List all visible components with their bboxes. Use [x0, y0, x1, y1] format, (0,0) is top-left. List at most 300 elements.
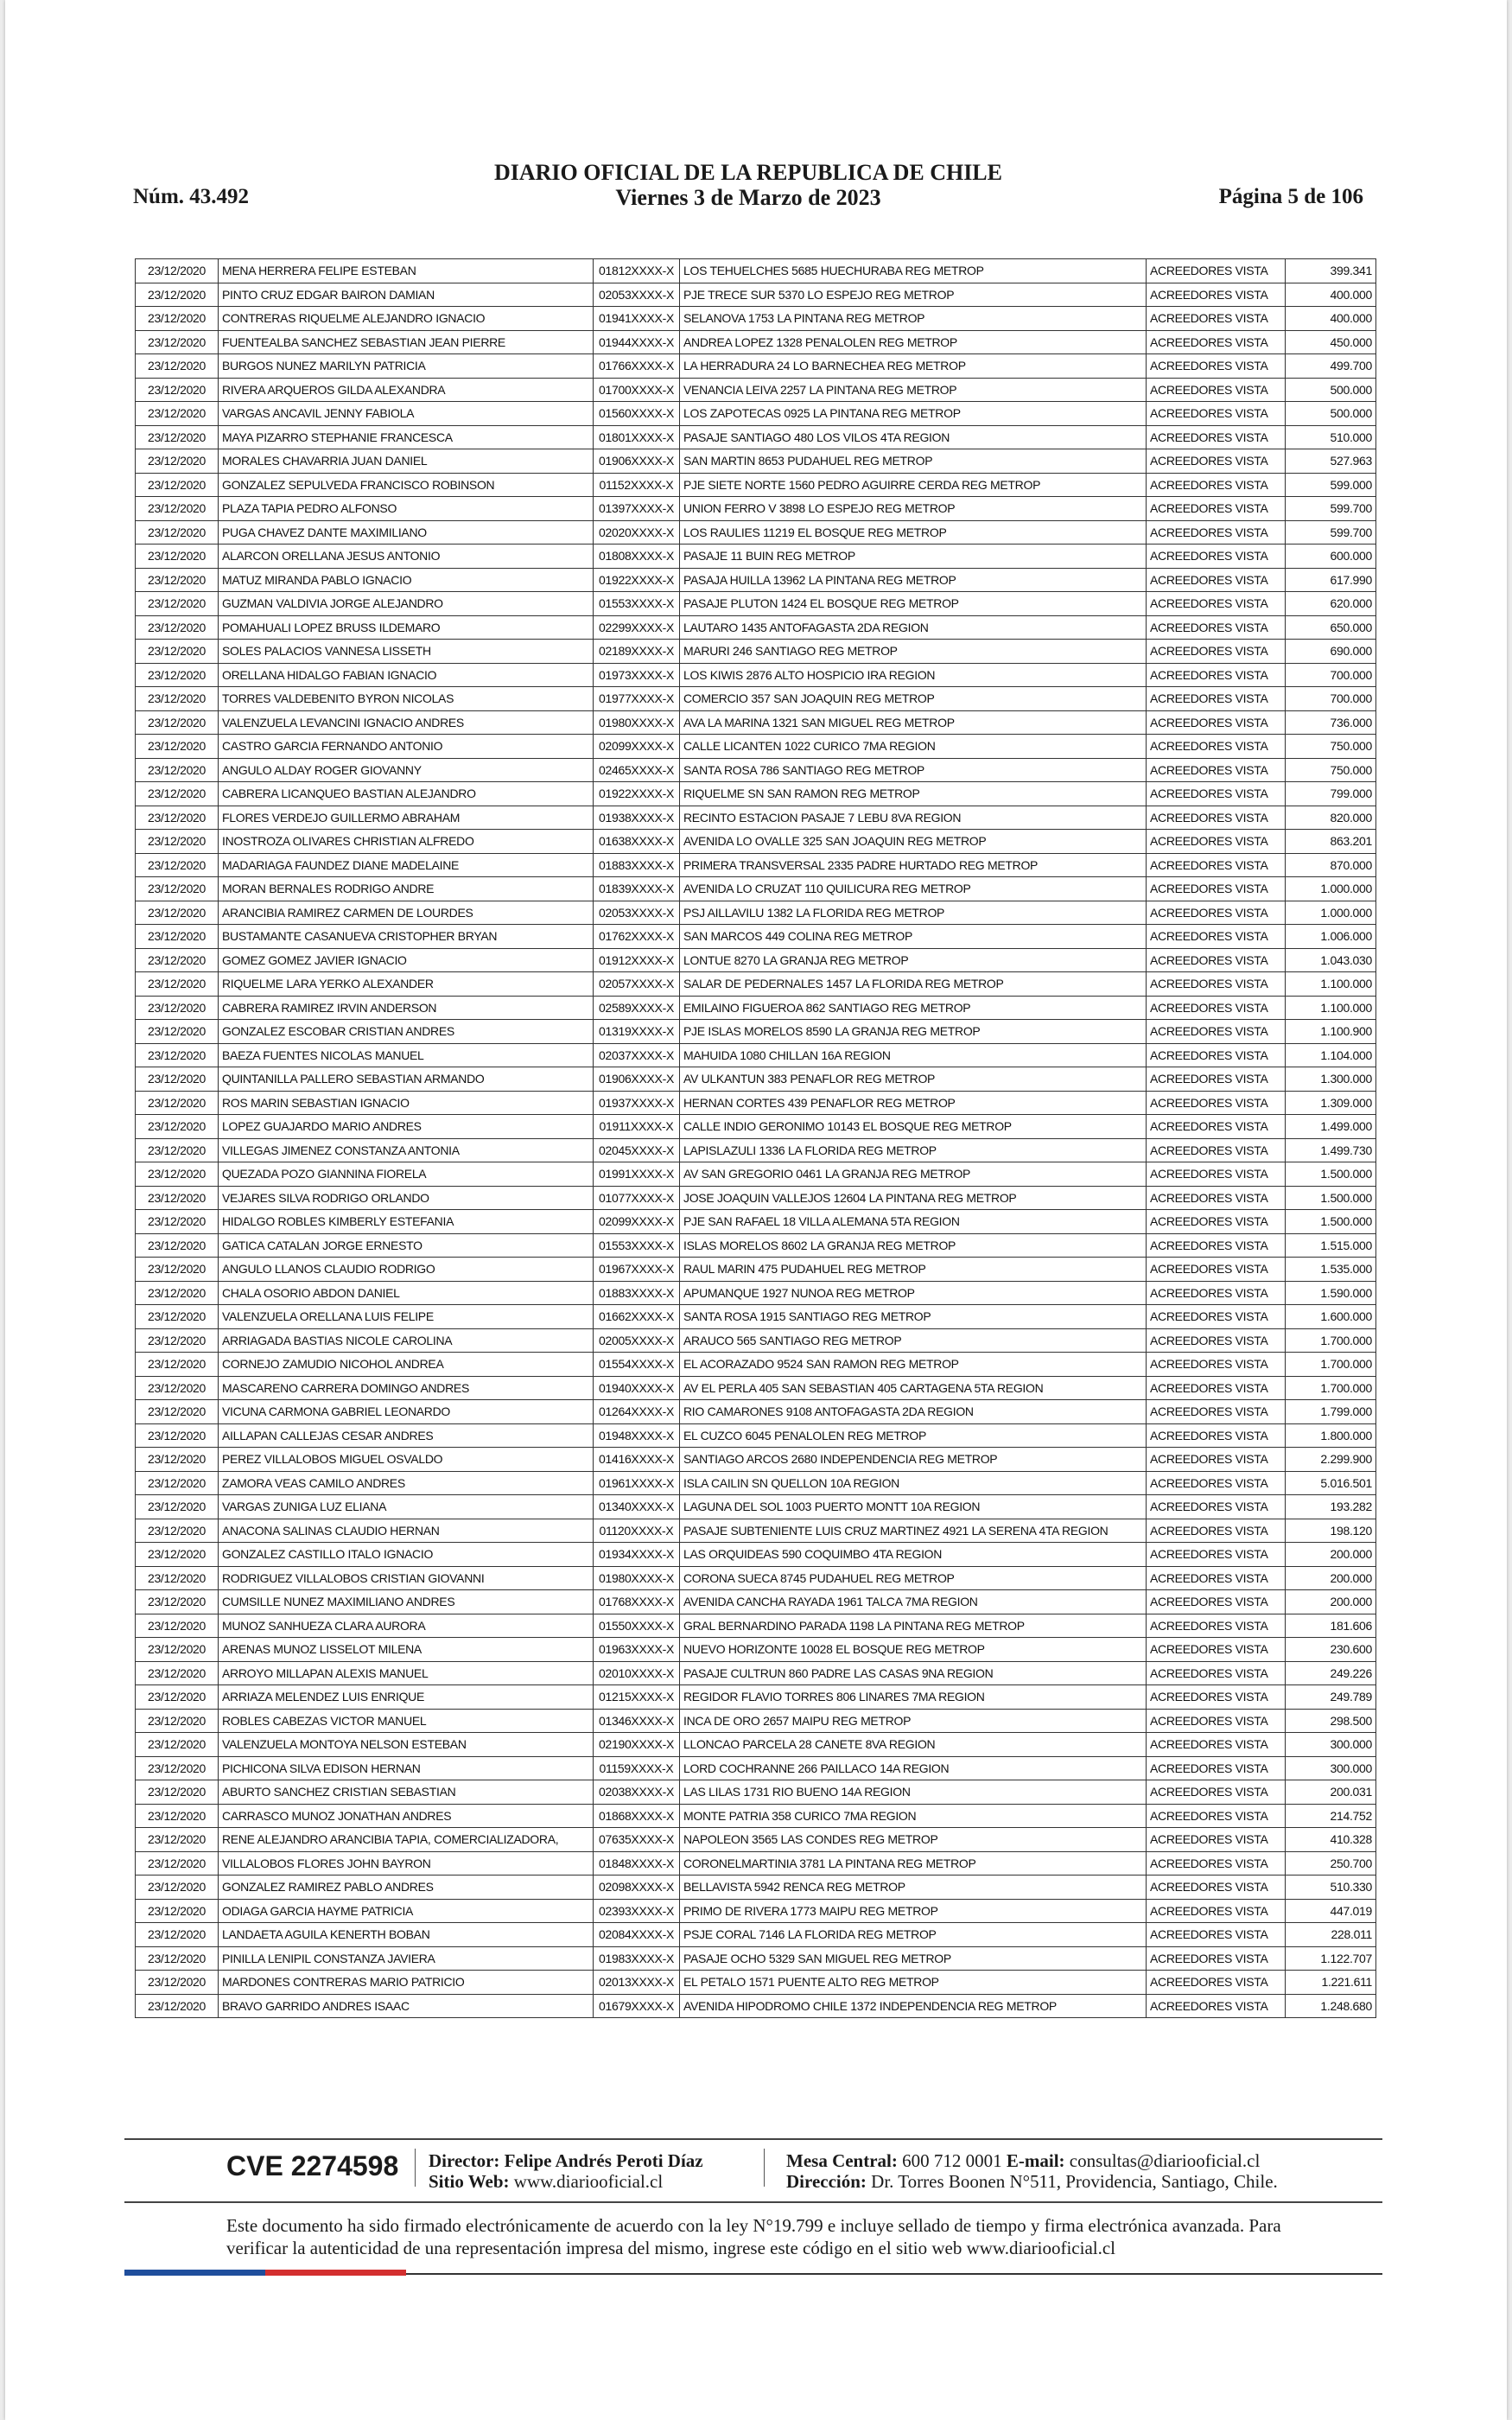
table-row [136, 972, 1376, 997]
amount-cell: 500.000 [1286, 378, 1376, 402]
amount-cell: 736.000 [1286, 710, 1376, 735]
rut-cell: 01120XXXX-X [594, 1519, 680, 1543]
rut-cell: 01159XXXX-X [594, 1756, 680, 1780]
amount-cell: 1.122.707 [1286, 1946, 1376, 1971]
rut-cell: 01922XXXX-X [594, 782, 680, 806]
rut-cell: 01983XXXX-X [594, 1946, 680, 1971]
phone-label: Mesa Central: [786, 2150, 898, 2171]
rut-cell: 01766XXXX-X [594, 354, 680, 379]
page-footer [124, 2143, 1382, 2200]
date-cell: 23/12/2020 [136, 402, 219, 426]
address-cell: ARAUCO 565 SANTIAGO REG METROP [680, 1328, 1147, 1353]
rut-cell: 02189XXXX-X [594, 640, 680, 664]
table-row [136, 473, 1376, 497]
table-row [136, 1899, 1376, 1923]
rut-cell: 01980XXXX-X [594, 1566, 680, 1590]
amount-cell: 863.201 [1286, 830, 1376, 854]
name-cell: RIVERA ARQUEROS GILDA ALEXANDRA [219, 378, 594, 402]
table-row [136, 1923, 1376, 1947]
date-cell: 23/12/2020 [136, 877, 219, 901]
amount-cell: 1.590.000 [1286, 1281, 1376, 1305]
table-row [136, 1448, 1376, 1472]
table-row [136, 1115, 1376, 1139]
table-row [136, 1614, 1376, 1638]
type-cell: ACREEDORES VISTA [1147, 1994, 1286, 2018]
name-cell: VILLALOBOS FLORES JOHN BAYRON [219, 1851, 594, 1876]
type-cell: ACREEDORES VISTA [1147, 948, 1286, 972]
date-cell: 23/12/2020 [136, 544, 219, 569]
type-cell: ACREEDORES VISTA [1147, 449, 1286, 474]
type-cell: ACREEDORES VISTA [1147, 1210, 1286, 1234]
address-cell: PASAJE PLUTON 1424 EL BOSQUE REG METROP [680, 592, 1147, 616]
amount-cell: 499.700 [1286, 354, 1376, 379]
rut-cell: 01937XXXX-X [594, 1091, 680, 1115]
type-cell: ACREEDORES VISTA [1147, 1162, 1286, 1187]
type-cell: ACREEDORES VISTA [1147, 402, 1286, 426]
type-cell: ACREEDORES VISTA [1147, 1590, 1286, 1614]
date-cell: 23/12/2020 [136, 354, 219, 379]
rut-cell: 01912XXXX-X [594, 948, 680, 972]
table-row [136, 925, 1376, 949]
page-indicator: Página 5 de 106 [1218, 185, 1363, 208]
date-cell: 23/12/2020 [136, 640, 219, 664]
type-cell: ACREEDORES VISTA [1147, 687, 1286, 711]
type-cell: ACREEDORES VISTA [1147, 853, 1286, 877]
table-row [136, 378, 1376, 402]
table-row [136, 449, 1376, 474]
amount-cell: 447.019 [1286, 1899, 1376, 1923]
header-center [133, 161, 1363, 211]
rut-cell: 02053XXXX-X [594, 901, 680, 925]
address-cell: GRAL BERNARDINO PARADA 1198 LA PINTANA REG METROP [680, 1614, 1147, 1638]
address-cell: PASAJA HUILLA 13962 LA PINTANA REG METROP [680, 568, 1147, 592]
footer-contact-block [786, 2150, 1278, 2192]
name-cell: AILLAPAN CALLEJAS CESAR ANDRES [219, 1423, 594, 1448]
date-cell: 23/12/2020 [136, 1186, 219, 1210]
name-cell: MATUZ MIRANDA PABLO IGNACIO [219, 568, 594, 592]
address-cell: SALAR DE PEDERNALES 1457 LA FLORIDA REG METROP [680, 972, 1147, 997]
address-cell: ISLAS MORELOS 8602 LA GRANJA REG METROP [680, 1233, 1147, 1258]
date-cell: 23/12/2020 [136, 1376, 219, 1400]
name-cell: MAYA PIZARRO STEPHANIE FRANCESCA [219, 425, 594, 449]
type-cell: ACREEDORES VISTA [1147, 1448, 1286, 1472]
rut-cell: 01848XXXX-X [594, 1851, 680, 1876]
website-link[interactable]: www.diariooficial.cl [513, 2171, 664, 2192]
type-cell: ACREEDORES VISTA [1147, 1566, 1286, 1590]
name-cell: VALENZUELA LEVANCINI IGNACIO ANDRES [219, 710, 594, 735]
amount-cell: 1.100.000 [1286, 972, 1376, 997]
type-cell: ACREEDORES VISTA [1147, 1519, 1286, 1543]
date-cell: 23/12/2020 [136, 425, 219, 449]
type-cell: ACREEDORES VISTA [1147, 1733, 1286, 1757]
amount-cell: 214.752 [1286, 1804, 1376, 1828]
rut-cell: 02099XXXX-X [594, 735, 680, 759]
table-row [136, 1971, 1376, 1995]
date-cell: 23/12/2020 [136, 996, 219, 1020]
address-cell: LOS ZAPOTECAS 0925 LA PINTANA REG METROP [680, 402, 1147, 426]
amount-cell: 599.700 [1286, 497, 1376, 521]
address-cell: PASAJE 11 BUIN REG METROP [680, 544, 1147, 569]
date-cell: 23/12/2020 [136, 901, 219, 925]
table-row [136, 1353, 1376, 1377]
amount-cell: 400.000 [1286, 307, 1376, 331]
date-cell: 23/12/2020 [136, 1876, 219, 1900]
rut-cell: 01812XXXX-X [594, 259, 680, 283]
type-cell: ACREEDORES VISTA [1147, 615, 1286, 640]
amount-cell: 650.000 [1286, 615, 1376, 640]
rut-cell: 01967XXXX-X [594, 1258, 680, 1282]
rut-cell: 01906XXXX-X [594, 449, 680, 474]
table-row [136, 1210, 1376, 1234]
address-cell: SELANOVA 1753 LA PINTANA REG METROP [680, 307, 1147, 331]
type-cell: ACREEDORES VISTA [1147, 354, 1286, 379]
table-row [136, 568, 1376, 592]
amount-cell: 1.535.000 [1286, 1258, 1376, 1282]
date-cell: 23/12/2020 [136, 449, 219, 474]
address-cell: AVA LA MARINA 1321 SAN MIGUEL REG METROP [680, 710, 1147, 735]
type-cell: ACREEDORES VISTA [1147, 1946, 1286, 1971]
table-row [136, 1946, 1376, 1971]
name-cell: PEREZ VILLALOBOS MIGUEL OSVALDO [219, 1448, 594, 1472]
address-cell: AVENIDA CANCHA RAYADA 1961 TALCA 7MA REGION [680, 1590, 1147, 1614]
table-row [136, 1423, 1376, 1448]
table-row [136, 544, 1376, 569]
table-row [136, 853, 1376, 877]
date-cell: 23/12/2020 [136, 1780, 219, 1805]
table-row [136, 996, 1376, 1020]
amount-cell: 1.515.000 [1286, 1233, 1376, 1258]
rut-cell: 02057XXXX-X [594, 972, 680, 997]
amount-cell: 799.000 [1286, 782, 1376, 806]
address-cell: LAS LILAS 1731 RIO BUENO 14A REGION [680, 1780, 1147, 1805]
address-cell: NAPOLEON 3565 LAS CONDES REG METROP [680, 1828, 1147, 1852]
rut-cell: 02465XXXX-X [594, 758, 680, 782]
date-cell: 23/12/2020 [136, 1519, 219, 1543]
address-cell: ANDREA LOPEZ 1328 PENALOLEN REG METROP [680, 330, 1147, 354]
amount-cell: 1.700.000 [1286, 1328, 1376, 1353]
cve-code: CVE 2274598 [226, 2150, 399, 2181]
table-row [136, 354, 1376, 379]
type-cell: ACREEDORES VISTA [1147, 592, 1286, 616]
address-cell: VENANCIA LEIVA 2257 LA PINTANA REG METROP [680, 378, 1147, 402]
name-cell: RIQUELME LARA YERKO ALEXANDER [219, 972, 594, 997]
address-cell: UNION FERRO V 3898 LO ESPEJO REG METROP [680, 497, 1147, 521]
address-cell: PASAJE CULTRUN 860 PADRE LAS CASAS 9NA REGION [680, 1661, 1147, 1685]
type-cell: ACREEDORES VISTA [1147, 1638, 1286, 1662]
name-cell: SOLES PALACIOS VANNESA LISSETH [219, 640, 594, 664]
type-cell: ACREEDORES VISTA [1147, 1899, 1286, 1923]
date-cell: 23/12/2020 [136, 1994, 219, 2018]
type-cell: ACREEDORES VISTA [1147, 640, 1286, 664]
date-cell: 23/12/2020 [136, 1258, 219, 1282]
footer-divider-bottom [124, 2201, 1382, 2203]
table-row [136, 758, 1376, 782]
type-cell: ACREEDORES VISTA [1147, 1353, 1286, 1377]
name-cell: FLORES VERDEJO GUILLERMO ABRAHAM [219, 806, 594, 830]
footer-divider-top [124, 2138, 1382, 2140]
flag-blue-stripe [124, 2270, 265, 2276]
email-link[interactable]: consultas@diariooficial.cl [1069, 2150, 1261, 2171]
name-cell: VILLEGAS JIMENEZ CONSTANZA ANTONIA [219, 1138, 594, 1162]
address-cell: APUMANQUE 1927 NUNOA REG METROP [680, 1281, 1147, 1305]
name-cell: MADARIAGA FAUNDEZ DIANE MADELAINE [219, 853, 594, 877]
name-cell: RODRIGUEZ VILLALOBOS CRISTIAN GIOVANNI [219, 1566, 594, 1590]
address-cell: PRIMO DE RIVERA 1773 MAIPU REG METROP [680, 1899, 1147, 1923]
rut-cell: 01679XXXX-X [594, 1994, 680, 2018]
name-cell: CHALA OSORIO ABDON DANIEL [219, 1281, 594, 1305]
table-row [136, 1685, 1376, 1710]
rut-cell: 01944XXXX-X [594, 330, 680, 354]
date-cell: 23/12/2020 [136, 568, 219, 592]
type-cell: ACREEDORES VISTA [1147, 830, 1286, 854]
amount-cell: 400.000 [1286, 283, 1376, 307]
amount-cell: 200.000 [1286, 1590, 1376, 1614]
rut-cell: 02005XXXX-X [594, 1328, 680, 1353]
website-label: Sitio Web: [429, 2171, 510, 2192]
date-cell: 23/12/2020 [136, 283, 219, 307]
amount-cell: 298.500 [1286, 1709, 1376, 1733]
table-row [136, 1804, 1376, 1828]
table-row [136, 663, 1376, 687]
amount-cell: 181.606 [1286, 1614, 1376, 1638]
table-row [136, 1305, 1376, 1329]
type-cell: ACREEDORES VISTA [1147, 782, 1286, 806]
name-cell: FUENTEALBA SANCHEZ SEBASTIAN JEAN PIERRE [219, 330, 594, 354]
amount-cell: 527.963 [1286, 449, 1376, 474]
table-row [136, 1186, 1376, 1210]
footer-separator [415, 2149, 416, 2187]
address-cell: CALLE INDIO GERONIMO 10143 EL BOSQUE REG METROP [680, 1115, 1147, 1139]
address-cell: CORONA SUECA 8745 PUDAHUEL REG METROP [680, 1566, 1147, 1590]
date-cell: 23/12/2020 [136, 1091, 219, 1115]
amount-cell: 200.000 [1286, 1566, 1376, 1590]
name-cell: HIDALGO ROBLES KIMBERLY ESTEFANIA [219, 1210, 594, 1234]
type-cell: ACREEDORES VISTA [1147, 1661, 1286, 1685]
name-cell: ANGULO ALDAY ROGER GIOVANNY [219, 758, 594, 782]
address-cell: CALLE LICANTEN 1022 CURICO 7MA REGION [680, 735, 1147, 759]
rut-cell: 01868XXXX-X [594, 1804, 680, 1828]
date-cell: 23/12/2020 [136, 1328, 219, 1353]
rut-cell: 01839XXXX-X [594, 877, 680, 901]
rut-cell: 01906XXXX-X [594, 1067, 680, 1092]
type-cell: ACREEDORES VISTA [1147, 877, 1286, 901]
name-cell: ORELLANA HIDALGO FABIAN IGNACIO [219, 663, 594, 687]
rut-cell: 02099XXXX-X [594, 1210, 680, 1234]
name-cell: ALARCON ORELLANA JESUS ANTONIO [219, 544, 594, 569]
table-row [136, 1709, 1376, 1733]
address-cell: NUEVO HORIZONTE 10028 EL BOSQUE REG METROP [680, 1638, 1147, 1662]
name-cell: ANGULO LLANOS CLAUDIO RODRIGO [219, 1258, 594, 1282]
amount-cell: 1.500.000 [1286, 1162, 1376, 1187]
amount-cell: 1.300.000 [1286, 1067, 1376, 1092]
type-cell: ACREEDORES VISTA [1147, 1067, 1286, 1092]
date-cell: 23/12/2020 [136, 830, 219, 854]
rut-cell: 01554XXXX-X [594, 1353, 680, 1377]
table-row [136, 1020, 1376, 1044]
type-cell: ACREEDORES VISTA [1147, 806, 1286, 830]
date-cell: 23/12/2020 [136, 758, 219, 782]
name-cell: ZAMORA VEAS CAMILO ANDRES [219, 1471, 594, 1495]
table-row [136, 1400, 1376, 1424]
table-row [136, 710, 1376, 735]
name-cell: INOSTROZA OLIVARES CHRISTIAN ALFREDO [219, 830, 594, 854]
table-row [136, 1233, 1376, 1258]
amount-cell: 193.282 [1286, 1495, 1376, 1519]
address-cell: EL PETALO 1571 PUENTE ALTO REG METROP [680, 1971, 1147, 1995]
amount-cell: 250.700 [1286, 1851, 1376, 1876]
rut-cell: 01560XXXX-X [594, 402, 680, 426]
date-cell: 23/12/2020 [136, 1020, 219, 1044]
address-cell: PSJE CORAL 7146 LA FLORIDA REG METROP [680, 1923, 1147, 1947]
amount-cell: 510.330 [1286, 1876, 1376, 1900]
rut-cell: 02053XXXX-X [594, 283, 680, 307]
amount-cell: 5.016.501 [1286, 1471, 1376, 1495]
table-row [136, 687, 1376, 711]
rut-cell: 02299XXXX-X [594, 615, 680, 640]
amount-cell: 1.100.000 [1286, 996, 1376, 1020]
date-cell: 23/12/2020 [136, 1899, 219, 1923]
amount-cell: 410.328 [1286, 1828, 1376, 1852]
date-cell: 23/12/2020 [136, 1495, 219, 1519]
type-cell: ACREEDORES VISTA [1147, 1756, 1286, 1780]
address-cell: LOS KIWIS 2876 ALTO HOSPICIO IRA REGION [680, 663, 1147, 687]
type-cell: ACREEDORES VISTA [1147, 1138, 1286, 1162]
amount-cell: 700.000 [1286, 687, 1376, 711]
address-cell: PSJ AILLAVILU 1382 LA FLORIDA REG METROP [680, 901, 1147, 925]
table-row [136, 1043, 1376, 1067]
amount-cell: 750.000 [1286, 735, 1376, 759]
rut-cell: 02084XXXX-X [594, 1923, 680, 1947]
name-cell: MUNOZ SANHUEZA CLARA AURORA [219, 1614, 594, 1638]
name-cell: ROS MARIN SEBASTIAN IGNACIO [219, 1091, 594, 1115]
amount-cell: 300.000 [1286, 1756, 1376, 1780]
type-cell: ACREEDORES VISTA [1147, 259, 1286, 283]
date-cell: 23/12/2020 [136, 378, 219, 402]
rut-cell: 01973XXXX-X [594, 663, 680, 687]
name-cell: VICUNA CARMONA GABRIEL LEONARDO [219, 1400, 594, 1424]
date-cell: 23/12/2020 [136, 1423, 219, 1448]
type-cell: ACREEDORES VISTA [1147, 758, 1286, 782]
amount-cell: 1.700.000 [1286, 1376, 1376, 1400]
address-cell: RIO CAMARONES 9108 ANTOFAGASTA 2DA REGION [680, 1400, 1147, 1424]
rut-cell: 01638XXXX-X [594, 830, 680, 854]
rut-cell: 01941XXXX-X [594, 307, 680, 331]
rut-cell: 01883XXXX-X [594, 1281, 680, 1305]
table-row [136, 259, 1376, 283]
name-cell: GONZALEZ RAMIREZ PABLO ANDRES [219, 1876, 594, 1900]
name-cell: QUINTANILLA PALLERO SEBASTIAN ARMANDO [219, 1067, 594, 1092]
rut-cell: 01922XXXX-X [594, 568, 680, 592]
date-cell: 23/12/2020 [136, 1733, 219, 1757]
type-cell: ACREEDORES VISTA [1147, 1828, 1286, 1852]
address-cell: AV EL PERLA 405 SAN SEBASTIAN 405 CARTAGENA 5TA REGION [680, 1376, 1147, 1400]
name-cell: GONZALEZ ESCOBAR CRISTIAN ANDRES [219, 1020, 594, 1044]
type-cell: ACREEDORES VISTA [1147, 378, 1286, 402]
type-cell: ACREEDORES VISTA [1147, 735, 1286, 759]
date-cell: 23/12/2020 [136, 972, 219, 997]
amount-cell: 820.000 [1286, 806, 1376, 830]
name-cell: ANACONA SALINAS CLAUDIO HERNAN [219, 1519, 594, 1543]
amount-cell: 750.000 [1286, 758, 1376, 782]
table-row [136, 877, 1376, 901]
rut-cell: 01963XXXX-X [594, 1638, 680, 1662]
table-row [136, 1328, 1376, 1353]
date-cell: 23/12/2020 [136, 1448, 219, 1472]
rut-cell: 01934XXXX-X [594, 1543, 680, 1567]
legal-notice: Este documento ha sido firmado electrónicamente de acuerdo con la ley N°19.799 e incluye sellado de tiempo y firma electrónica avanzada. Para verificar la autenticidad de una representación impresa del mismo, ingrese este código en el sitio web www.diariooficial.cl [226, 2215, 1281, 2258]
type-cell: ACREEDORES VISTA [1147, 520, 1286, 544]
name-cell: BURGOS NUNEZ MARILYN PATRICIA [219, 354, 594, 379]
address-cell: PASAJE SANTIAGO 480 LOS VILOS 4TA REGION [680, 425, 1147, 449]
type-cell: ACREEDORES VISTA [1147, 996, 1286, 1020]
rut-cell: 01550XXXX-X [594, 1614, 680, 1638]
type-cell: ACREEDORES VISTA [1147, 1471, 1286, 1495]
type-cell: ACREEDORES VISTA [1147, 1971, 1286, 1995]
contact-line [786, 2150, 1278, 2171]
amount-cell: 1.000.000 [1286, 877, 1376, 901]
amount-cell: 399.341 [1286, 259, 1376, 283]
address-cell: REGIDOR FLAVIO TORRES 806 LINARES 7MA REGION [680, 1685, 1147, 1710]
date-cell: 23/12/2020 [136, 1115, 219, 1139]
name-cell: CUMSILLE NUNEZ MAXIMILIANO ANDRES [219, 1590, 594, 1614]
rut-cell: 02190XXXX-X [594, 1733, 680, 1757]
type-cell: ACREEDORES VISTA [1147, 473, 1286, 497]
date-cell: 23/12/2020 [136, 1471, 219, 1495]
date-cell: 23/12/2020 [136, 1566, 219, 1590]
rut-cell: 01980XXXX-X [594, 710, 680, 735]
type-cell: ACREEDORES VISTA [1147, 1685, 1286, 1710]
document-page [5, 0, 1507, 2420]
address-cell: LONTUE 8270 LA GRANJA REG METROP [680, 948, 1147, 972]
address-cell: SAN MARTIN 8653 PUDAHUEL REG METROP [680, 449, 1147, 474]
rut-cell: 01977XXXX-X [594, 687, 680, 711]
date-cell: 23/12/2020 [136, 1756, 219, 1780]
table-row [136, 782, 1376, 806]
date-cell: 23/12/2020 [136, 1638, 219, 1662]
rut-cell: 01215XXXX-X [594, 1685, 680, 1710]
rut-cell: 01883XXXX-X [594, 853, 680, 877]
rut-cell: 01808XXXX-X [594, 544, 680, 569]
name-cell: CABRERA RAMIREZ IRVIN ANDERSON [219, 996, 594, 1020]
name-cell: GONZALEZ CASTILLO ITALO IGNACIO [219, 1543, 594, 1567]
address-cell: SANTA ROSA 786 SANTIAGO REG METROP [680, 758, 1147, 782]
name-cell: CARRASCO MUNOZ JONATHAN ANDRES [219, 1804, 594, 1828]
address-cell: LLONCAO PARCELA 28 CANETE 8VA REGION [680, 1733, 1147, 1757]
type-cell: ACREEDORES VISTA [1147, 1543, 1286, 1567]
name-cell: ARRIAGADA BASTIAS NICOLE CAROLINA [219, 1328, 594, 1353]
rut-cell: 01264XXXX-X [594, 1400, 680, 1424]
amount-cell: 1.499.000 [1286, 1115, 1376, 1139]
amount-cell: 1.006.000 [1286, 925, 1376, 949]
records-table [135, 258, 1376, 2018]
director-line [429, 2150, 703, 2171]
name-cell: VALENZUELA ORELLANA LUIS FELIPE [219, 1305, 594, 1329]
address-cell: AV SAN GREGORIO 0461 LA GRANJA REG METROP [680, 1162, 1147, 1187]
amount-cell: 249.789 [1286, 1685, 1376, 1710]
amount-cell: 300.000 [1286, 1733, 1376, 1757]
rut-cell: 02037XXXX-X [594, 1043, 680, 1067]
rut-cell: 01340XXXX-X [594, 1495, 680, 1519]
amount-cell: 1.600.000 [1286, 1305, 1376, 1329]
table-row [136, 402, 1376, 426]
table-row [136, 1851, 1376, 1876]
date-cell: 23/12/2020 [136, 1923, 219, 1947]
table-row [136, 1543, 1376, 1567]
type-cell: ACREEDORES VISTA [1147, 710, 1286, 735]
name-cell: BUSTAMANTE CASANUEVA CRISTOPHER BRYAN [219, 925, 594, 949]
name-cell: GONZALEZ SEPULVEDA FRANCISCO ROBINSON [219, 473, 594, 497]
flag-stripe [124, 2270, 406, 2276]
